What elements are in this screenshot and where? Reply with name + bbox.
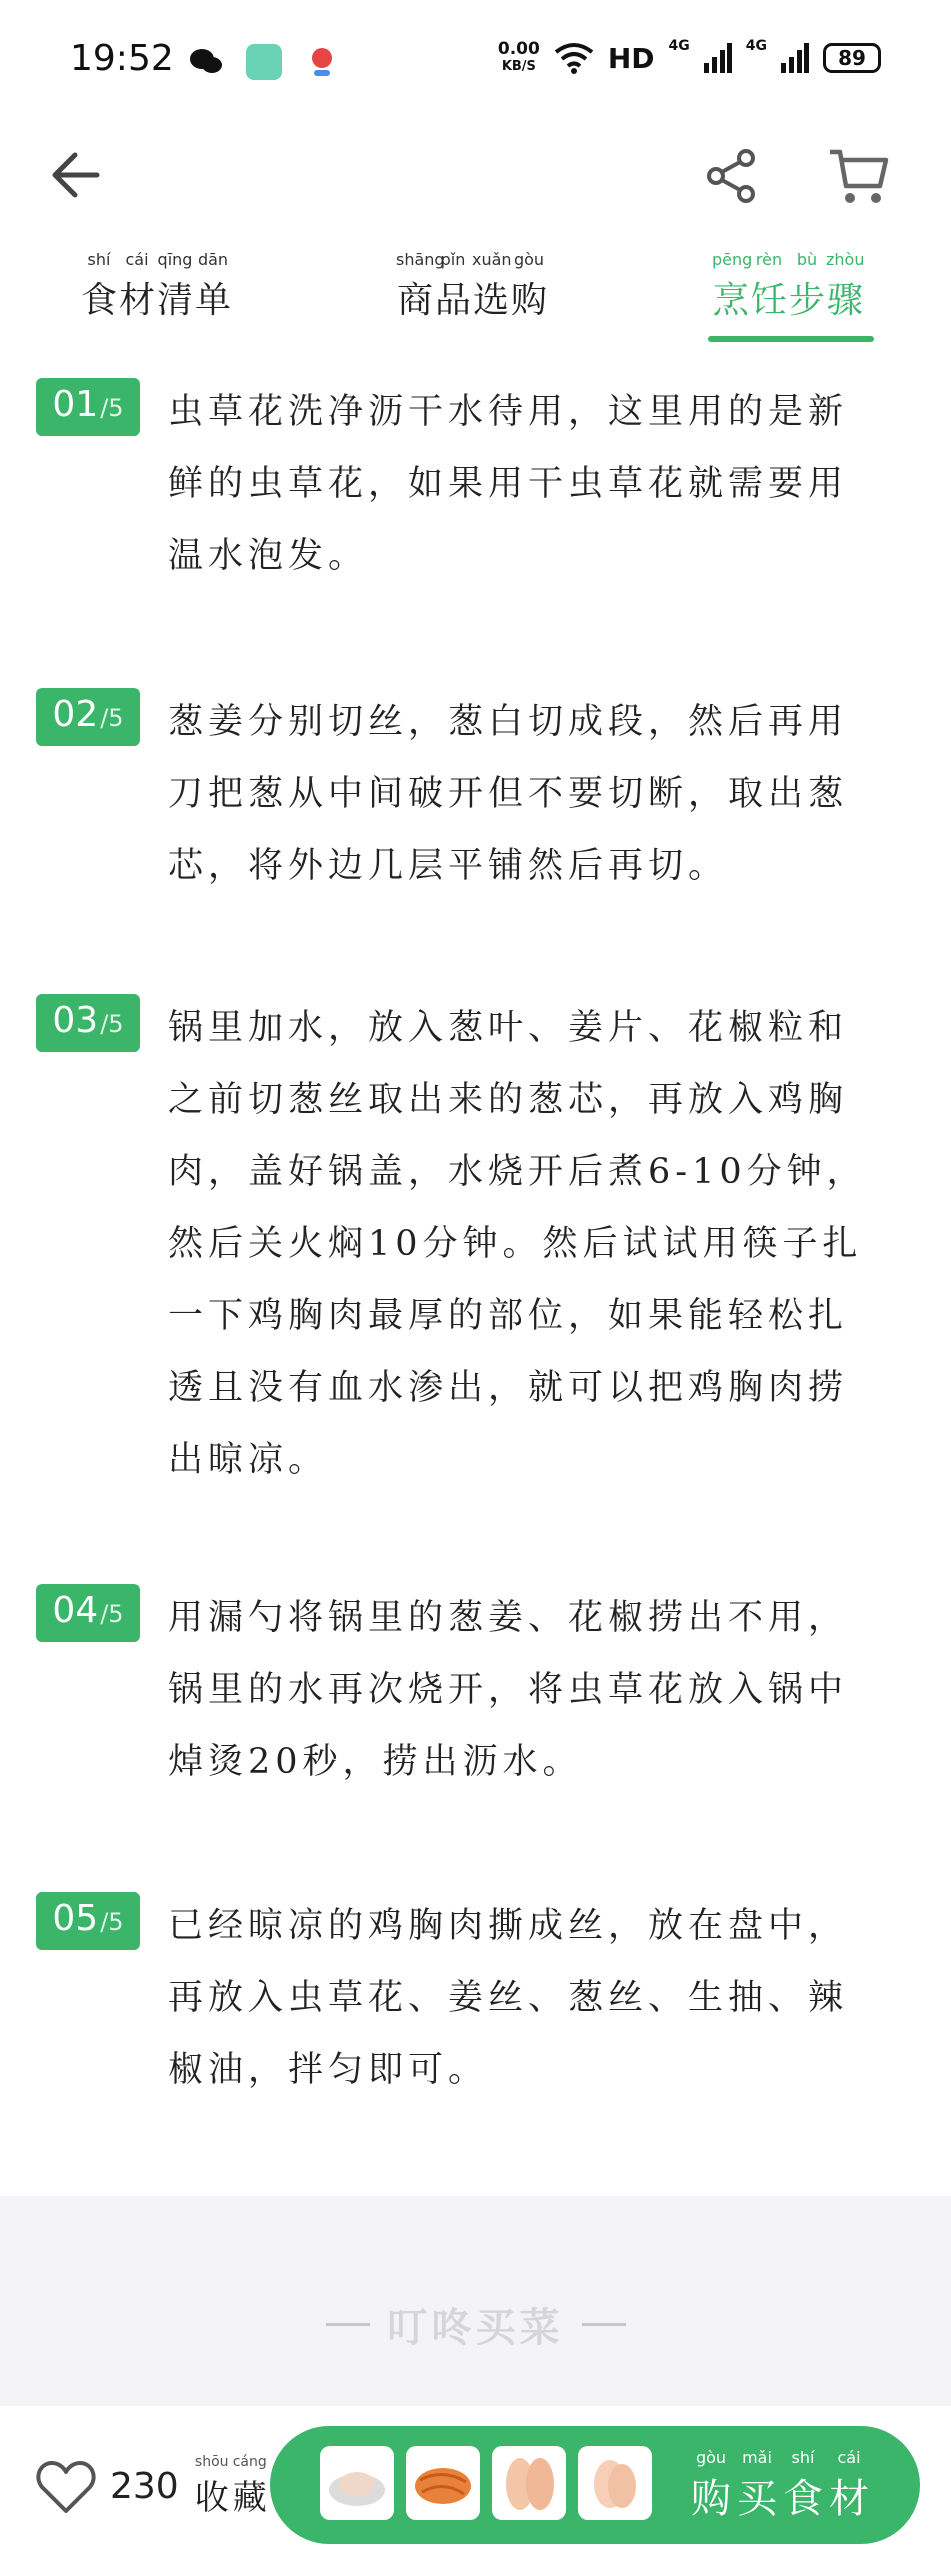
raw-chicken-image xyxy=(496,2450,562,2516)
pinyin-char: shōu xyxy=(194,2454,229,2470)
map-app-icon xyxy=(304,44,340,80)
step-text: 葱姜分别切丝，葱白切成段，然后再用刀把葱从中间破开但不要切断，取出葱芯，将外边几层平铺然后再切。 xyxy=(168,702,849,886)
label-char: 食 xyxy=(783,2476,823,2522)
step-total: /5 xyxy=(100,394,124,422)
battery-indicator: 89 xyxy=(823,43,881,73)
favorite-button[interactable] xyxy=(36,2454,269,2519)
favorite-label xyxy=(193,2454,269,2519)
pinyin-char: zhòu xyxy=(826,250,865,269)
green-app-icon xyxy=(246,44,282,80)
step-text: 用漏勺将锅里的葱姜、花椒捞出不用，锅里的水再次烧开，将虫草花放入锅中焯烫20秒，捞出沥水。 xyxy=(168,1598,849,1782)
divider xyxy=(326,2323,370,2326)
ingredient-thumbnail xyxy=(406,2446,480,2520)
chicken-breast-plate-image xyxy=(324,2450,390,2516)
status-time: 19:52 xyxy=(70,38,174,79)
pinyin-char: dān xyxy=(197,250,229,269)
brand-watermark xyxy=(0,2296,951,2353)
step-number: 05 xyxy=(52,1898,99,1939)
label-char: 收 xyxy=(194,2478,229,2518)
back-arrow-icon xyxy=(49,149,101,201)
label-char: 单 xyxy=(194,280,231,321)
label-char: 买 xyxy=(737,2476,777,2522)
heart-icon xyxy=(36,2459,96,2515)
net-speed-value: 0.00 xyxy=(497,39,540,59)
net-speed xyxy=(498,40,540,76)
divider xyxy=(582,2323,626,2326)
label-char: 饪 xyxy=(750,280,787,321)
label-char: 步 xyxy=(788,280,825,321)
step-item xyxy=(0,686,951,916)
top-bar xyxy=(0,128,951,224)
step-badge xyxy=(36,994,140,1052)
status-app-icons xyxy=(188,44,340,80)
label-char: 骤 xyxy=(826,280,863,321)
tab-label xyxy=(712,272,864,323)
step-badge xyxy=(36,378,140,436)
back-button[interactable] xyxy=(40,140,110,210)
step-item xyxy=(0,992,951,1492)
cordyceps-flower-image xyxy=(410,2450,476,2516)
active-tab-indicator xyxy=(708,336,874,342)
tab-pinyin xyxy=(396,250,548,272)
label-char: 购 xyxy=(691,2476,731,2522)
pinyin-char: gòu xyxy=(695,2448,727,2467)
label-char: 选 xyxy=(472,280,509,321)
tab-pinyin xyxy=(712,250,864,272)
step-total: /5 xyxy=(100,704,124,732)
pinyin-char: cáng xyxy=(232,2454,267,2470)
signal-1-icon xyxy=(704,43,732,73)
step-item xyxy=(0,376,951,606)
cart-button[interactable] xyxy=(816,136,900,216)
tab-products[interactable] xyxy=(396,250,548,350)
step-total: /5 xyxy=(100,1600,124,1628)
pinyin-char: cái xyxy=(125,250,149,269)
buy-text xyxy=(688,2467,872,2524)
bottom-bar xyxy=(0,2406,951,2560)
hd-label: HD xyxy=(607,41,655,75)
step-text: 锅里加水，放入葱叶、姜片、花椒粒和之前切葱丝取出来的葱芯，再放入鸡胸肉，盖好锅盖，水烧开后煮6-10分钟，然后关火焖10分钟。然后试试用筷子扎一下鸡胸肉最厚的部位，如果能轻松扎透且没有血水渗出，就可以把鸡胸肉捞出晾凉。 xyxy=(168,1008,867,1480)
label-char: 烹 xyxy=(712,280,749,321)
step-total: /5 xyxy=(100,1908,124,1936)
pinyin-char: mǎi xyxy=(742,2448,772,2467)
pinyin-char: shí xyxy=(791,2448,815,2467)
step-text: 虫草花洗净沥干水待用，这里用的是新鲜的虫草花，如果用干虫草花就需要用温水泡发。 xyxy=(168,392,849,576)
ingredient-thumbnail xyxy=(578,2446,652,2520)
pinyin-char: rèn xyxy=(755,250,783,269)
label-char: 清 xyxy=(156,280,193,321)
label-char: 食 xyxy=(80,280,117,321)
ingredient-thumbnail xyxy=(320,2446,394,2520)
status-right xyxy=(498,40,881,76)
step-number: 02 xyxy=(52,694,99,735)
label-char: 商 xyxy=(396,280,433,321)
share-icon xyxy=(704,148,760,204)
ingredient-thumbnail xyxy=(492,2446,566,2520)
label-char: 材 xyxy=(118,280,155,321)
step-badge xyxy=(36,1892,140,1950)
tab-bar xyxy=(0,250,951,350)
pinyin-char: qīng xyxy=(157,250,193,269)
brand-text: 叮咚买菜 xyxy=(387,2305,564,2351)
pinyin-char: gòu xyxy=(513,250,545,269)
tab-pinyin xyxy=(80,250,232,272)
signal-2-label: 4G xyxy=(745,38,767,54)
step-number: 01 xyxy=(52,384,99,425)
pinyin-char: pēng xyxy=(712,250,753,269)
pinyin-char: pǐn xyxy=(440,250,466,269)
pinyin-char: shí xyxy=(87,250,111,269)
tab-cooking-steps[interactable] xyxy=(712,250,864,350)
step-item xyxy=(0,1890,951,2120)
signal-2-icon xyxy=(781,43,809,73)
pinyin-char: shāng xyxy=(396,250,445,269)
tab-label xyxy=(80,272,232,323)
pinyin-char: cái xyxy=(837,2448,861,2467)
step-badge xyxy=(36,688,140,746)
cart-icon xyxy=(826,146,890,206)
signal-1-label: 4G xyxy=(668,38,690,54)
pinyin-char: xuǎn xyxy=(472,250,512,269)
label-char: 材 xyxy=(829,2476,869,2522)
label-char: 藏 xyxy=(232,2478,267,2518)
step-number: 03 xyxy=(52,1000,99,1041)
label-char: 购 xyxy=(510,280,547,321)
wifi-icon xyxy=(554,42,594,74)
tab-ingredients[interactable] xyxy=(80,250,232,350)
tab-label xyxy=(396,272,548,323)
favorite-count: 230 xyxy=(110,2466,179,2507)
message-app-icon xyxy=(188,44,224,80)
label-char: 品 xyxy=(434,280,471,321)
ingredient-thumbnails xyxy=(320,2446,652,2520)
step-item xyxy=(0,1582,951,1812)
status-bar xyxy=(0,0,951,128)
net-speed-unit: KB/S xyxy=(501,59,536,74)
pinyin-char: bù xyxy=(796,250,818,269)
favorite-text xyxy=(193,2470,269,2519)
buy-label xyxy=(688,2448,872,2524)
step-badge xyxy=(36,1584,140,1642)
step-text: 已经晾凉的鸡胸肉撕成丝，放在盘中，再放入虫草花、姜丝、葱丝、生抽、辣椒油，拌匀即可。 xyxy=(168,1906,849,2090)
buy-pinyin xyxy=(688,2448,872,2467)
chicken-fillet-image xyxy=(582,2450,648,2516)
footer-band xyxy=(0,2196,951,2406)
favorite-pinyin xyxy=(193,2454,269,2470)
buy-ingredients-button[interactable] xyxy=(270,2426,920,2544)
share-button[interactable] xyxy=(694,138,770,214)
step-number: 04 xyxy=(52,1590,99,1631)
step-total: /5 xyxy=(100,1010,124,1038)
